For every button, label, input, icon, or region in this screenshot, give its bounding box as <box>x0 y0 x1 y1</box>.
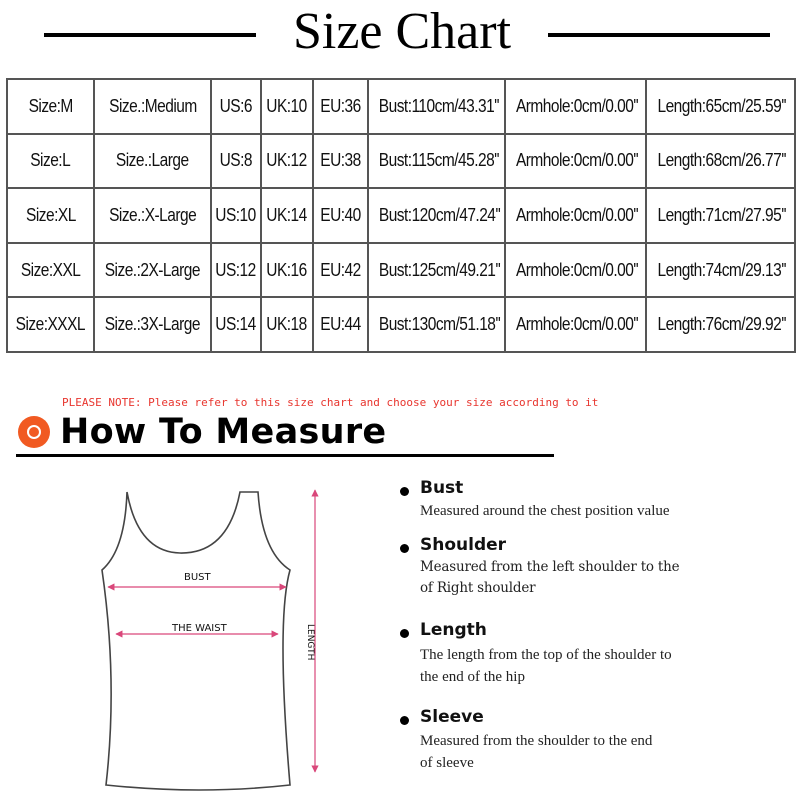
table-row <box>7 79 795 134</box>
table-cell <box>646 134 795 189</box>
table-cell <box>94 297 211 352</box>
table-cell-text: EU:40 <box>320 204 361 225</box>
table-cell-text: US:10 <box>215 204 257 225</box>
table-cell-text: Bust:125cm/49.21'' <box>378 259 501 280</box>
table-cell-text: EU:38 <box>320 150 361 171</box>
table-cell-text: UK:10 <box>266 95 308 116</box>
table-cell-text: Bust:110cm/43.31'' <box>378 95 500 116</box>
title-rule-left <box>44 33 256 37</box>
table-cell <box>211 188 261 243</box>
table-cell-text: UK:16 <box>266 259 308 280</box>
table-row <box>7 188 795 243</box>
table-cell-text: US:14 <box>215 314 257 335</box>
table-cell-text: Length:76cm/29.92'' <box>657 314 787 335</box>
table-cell-text: US:8 <box>219 150 253 171</box>
definition-term: Length <box>420 620 487 640</box>
table-cell <box>7 79 94 134</box>
table-cell-text: Size:XXL <box>20 259 81 280</box>
table-cell-text: Length:71cm/27.95'' <box>657 204 787 225</box>
table-cell-text: Armhole:0cm/0.00'' <box>515 204 639 225</box>
table-cell-text: Bust:115cm/45.28'' <box>378 150 500 171</box>
table-cell-text: Armhole:0cm/0.00'' <box>515 314 639 335</box>
table-cell-text: Size.:2X-Large <box>104 259 201 280</box>
bust-label: BUST <box>184 572 211 583</box>
table-cell <box>94 79 211 134</box>
definition-text: the end of the hip <box>420 669 525 685</box>
definition-term: Sleeve <box>420 707 484 727</box>
table-cell <box>7 297 94 352</box>
table-cell <box>7 243 94 298</box>
table-cell <box>313 243 368 298</box>
size-note: PLEASE NOTE: Please refer to this size chart and choose your size according to it <box>62 396 599 409</box>
table-cell-text: Bust:120cm/47.24'' <box>378 204 501 225</box>
page-title: Size Chart <box>292 3 512 60</box>
table-cell-text: Length:65cm/25.59'' <box>657 95 787 116</box>
table-cell-text: Size:XXXL <box>15 314 86 335</box>
table-cell-text: EU:36 <box>320 95 361 116</box>
table-cell <box>261 134 313 189</box>
table-cell-text: US:6 <box>219 95 253 116</box>
table-cell-text: Size.:Large <box>116 150 189 171</box>
table-cell <box>313 188 368 243</box>
how-to-measure-heading <box>16 410 556 460</box>
table-cell-text: UK:14 <box>266 204 308 225</box>
table-cell-text: Armhole:0cm/0.00'' <box>515 95 639 116</box>
definition-text: of Right shoulder <box>420 580 536 596</box>
table-cell-text: Armhole:0cm/0.00'' <box>515 259 639 280</box>
table-cell <box>646 188 795 243</box>
definition-text: Measured around the chest position value <box>420 503 670 519</box>
definition-text: Measured from the left shoulder to the <box>420 559 680 575</box>
definition-text: Measured from the shoulder to the end <box>420 733 653 749</box>
waist-label: THE WAIST <box>172 623 227 634</box>
table-cell <box>211 134 261 189</box>
table-cell <box>211 79 261 134</box>
bullet-icon <box>400 716 409 725</box>
table-cell <box>505 79 646 134</box>
table-cell <box>94 134 211 189</box>
table-row <box>7 134 795 189</box>
table-cell <box>646 79 795 134</box>
definition-term: Bust <box>420 478 464 498</box>
definition-term: Shoulder <box>420 535 507 555</box>
heading-rule <box>16 454 554 457</box>
table-cell-text: Size:XL <box>25 204 76 225</box>
table-cell <box>94 188 211 243</box>
table-cell <box>368 243 505 298</box>
target-icon <box>18 416 50 448</box>
size-chart-table <box>6 78 796 353</box>
table-row <box>7 297 795 352</box>
tank-top-diagram <box>90 480 360 800</box>
table-cell <box>261 188 313 243</box>
table-cell <box>313 134 368 189</box>
table-cell-text: US:12 <box>215 259 257 280</box>
table-cell <box>368 297 505 352</box>
table-cell <box>7 134 94 189</box>
table-cell <box>505 243 646 298</box>
table-cell-text: Bust:130cm/51.18'' <box>378 314 501 335</box>
table-cell <box>368 134 505 189</box>
table-cell-text: UK:12 <box>266 150 308 171</box>
table-cell-text: Size:M <box>28 95 73 116</box>
table-cell-text: EU:42 <box>320 259 361 280</box>
table-cell <box>211 297 261 352</box>
title-rule-right <box>548 33 770 37</box>
definition-text: The length from the top of the shoulder to <box>420 647 672 663</box>
table-cell <box>505 188 646 243</box>
table-cell-text: Armhole:0cm/0.00'' <box>515 150 639 171</box>
table-cell <box>261 243 313 298</box>
bullet-icon <box>400 487 409 496</box>
table-cell <box>313 297 368 352</box>
table-cell <box>505 134 646 189</box>
table-cell <box>505 297 646 352</box>
table-cell <box>261 297 313 352</box>
garment-outline <box>102 492 290 790</box>
tank-top-illustration <box>90 480 360 800</box>
bullet-icon <box>400 544 409 553</box>
table-cell-text: UK:18 <box>266 314 308 335</box>
table-cell-text: Size:L <box>30 150 71 171</box>
table-cell <box>368 188 505 243</box>
table-cell-text: Size.:Medium <box>108 95 197 116</box>
table-cell-text: Size.:3X-Large <box>104 314 201 335</box>
table-cell <box>368 79 505 134</box>
table-cell <box>646 297 795 352</box>
length-label: LENGTH <box>305 624 315 661</box>
table-cell <box>313 79 368 134</box>
table-cell-text: Size.:X-Large <box>108 204 197 225</box>
bullet-icon <box>400 629 409 638</box>
table-cell <box>646 243 795 298</box>
table-cell <box>94 243 211 298</box>
how-to-measure-title: How To Measure <box>60 412 387 452</box>
definition-text: of sleeve <box>420 755 474 771</box>
table-row <box>7 243 795 298</box>
table-cell <box>261 79 313 134</box>
table-cell-text: Length:74cm/29.13'' <box>657 259 787 280</box>
table-cell <box>211 243 261 298</box>
title-bar <box>0 0 800 64</box>
table-cell-text: EU:44 <box>320 314 361 335</box>
table-cell <box>7 188 94 243</box>
table-cell-text: Length:68cm/26.77'' <box>657 150 787 171</box>
